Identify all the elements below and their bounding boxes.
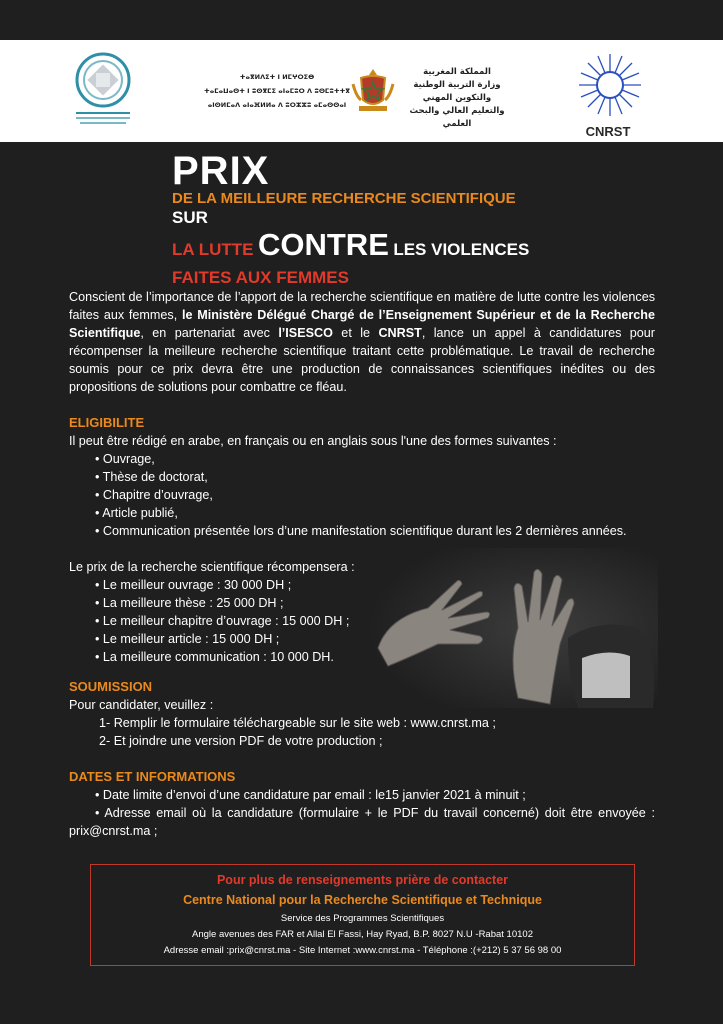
logo-bar: [0, 40, 723, 142]
submission-heading: SOUMISSION: [69, 679, 153, 694]
submission-text: Pour candidater, veuillez :: [69, 698, 214, 712]
amazigh-line: ⵜⴰⴳⵍⴷⵉⵜ ⵏ ⵍⵎⵖⵔⵉⴱ: [239, 73, 315, 81]
title-block: [172, 149, 592, 288]
cnrst-starburst-icon: [566, 48, 656, 124]
amazigh-ministry-name: [202, 70, 352, 112]
arabic-line: والتعليم العالي والبحث العلمي: [409, 106, 505, 129]
list-item: • La meilleure communication : 10 000 DH.: [95, 650, 334, 664]
contact-address: Angle avenues des FAR et Allal El Fassi, Hay Ryad, B.P. 8027 N.U -Rabat 10102: [192, 929, 533, 940]
eligibility-text: Il peut être rédigé en arabe, en français ou en anglais sous l'une des formes suivantes :: [69, 434, 557, 448]
title-faites-aux-femmes: FAITES AUX FEMMES: [172, 268, 349, 287]
eligibility-last-item: • Communication présentée lors d’une manifestation scientifique durant les 2 dernières années.: [95, 524, 627, 538]
list-item: • La meilleure thèse : 25 000 DH ;: [95, 596, 284, 610]
intro-text: , lance un appel à candidatures pour récompenser la meilleure recherche scientifique traitant cette problématique. Le travail de recherche soumis pour ce prix devra être une production de connaissances scientifiques inédites ou des propositions de solutions pour combattre ce fléau.: [69, 326, 656, 394]
amazigh-line: ⴰⵏⵙⵍⵎⴰⴷ ⴰⵏⴰⴼⵍⵍⴰ ⴷ ⵓⵔⵣⵣⵓ ⴰⵎⴰⵙⵙⴰⵏ: [207, 101, 347, 109]
moroccan-coat-of-arms-icon: [350, 66, 396, 114]
list-item: • Chapitre d’ouvrage,: [95, 488, 213, 502]
arabic-line: وزارة التربية الوطنية والتكوين المهني: [413, 80, 501, 103]
intro-ministry: le Ministère Délégué Chargé de l’Enseignement Supérieur et de la Recherche Scientifique: [69, 308, 655, 340]
list-item: 2- Et joindre une version PDF de votre production ;: [99, 734, 383, 748]
list-item: • Le meilleur chapitre d’ouvrage : 15 000 DH ;: [95, 614, 350, 628]
contact-details: Adresse email :prix@cnrst.ma - Site Internet :www.cnrst.ma - Téléphone :(+212) 5 37 56 98 00: [163, 945, 562, 956]
list-item: • Ouvrage,: [95, 452, 155, 466]
dates-item-email: • Adresse email où la candidature (formulaire + le PDF du travail concerné) doit être envoyée : prix@cnrst.ma ;: [69, 806, 655, 838]
title-row-contre: [172, 228, 592, 268]
prizes-intro: Le prix de la recherche scientifique récompensera :: [69, 560, 355, 574]
submission-steps: [69, 714, 655, 750]
list-item: • Article publié,: [95, 506, 178, 520]
intro-text: et le: [332, 326, 379, 340]
arabic-line: المملكة المغربية: [423, 67, 491, 77]
intro-paragraph: [69, 288, 655, 396]
cnrst-logo: [566, 48, 656, 138]
title-prix: PRIX: [172, 149, 270, 193]
contact-heading: Pour plus de renseignements prière de contacter: [216, 873, 509, 887]
amazigh-line: ⵜⴰⵎⴰⵡⴰⵙⵜ ⵏ ⵓⵙⴳⵎⵉ ⴰⵏⴰⵎⵓⵔ ⴷ ⵓⵙⵎⵓⵜⵜⴳ: [204, 87, 350, 95]
list-item: • Le meilleur article : 15 000 DH ;: [95, 632, 280, 646]
title-la-lutte: LA LUTTE: [172, 240, 254, 259]
eligibility-list: [69, 450, 655, 522]
list-item: • Thèse de doctorat,: [95, 470, 208, 484]
prizes-list: [69, 576, 655, 666]
intro-isesco: l’ISESCO: [278, 326, 333, 340]
title-les-violences: LES VIOLENCES: [393, 240, 530, 259]
title-sur: SUR: [172, 208, 208, 227]
eligibility-heading: ELIGIBILITE: [69, 415, 145, 430]
contact-box: [90, 864, 635, 966]
main-content: [69, 288, 655, 840]
title-contre: CONTRE: [257, 227, 389, 262]
cnrst-label: CNRST: [585, 124, 631, 139]
intro-cnrst: CNRST: [378, 326, 422, 340]
intro-text: Conscient de l’importance de l’apport de la recherche scientifique en matière de lutte contre les violences faites aux femmes,: [69, 290, 655, 322]
title-line-recherche: DE LA MEILLEURE RECHERCHE SCIENTIFIQUE: [172, 190, 516, 207]
contact-organization: Centre National pour la Recherche Scientifique et Technique: [183, 893, 542, 907]
intro-text: , en partenariat avec: [140, 326, 279, 340]
isesco-logo-icon: [72, 48, 134, 134]
arabic-ministry-name: [398, 66, 516, 131]
dates-heading: DATES ET INFORMATIONS: [69, 769, 236, 784]
list-item: • Le meilleur ouvrage : 30 000 DH ;: [95, 578, 292, 592]
dates-item-deadline: • Date limite d’envoi d’une candidature par email : le15 janvier 2021 à minuit ;: [95, 788, 526, 802]
contact-service: Service des Programmes Scientifiques: [280, 913, 445, 924]
list-item: 1- Remplir le formulaire téléchargeable sur le site web : www.cnrst.ma ;: [99, 716, 496, 730]
